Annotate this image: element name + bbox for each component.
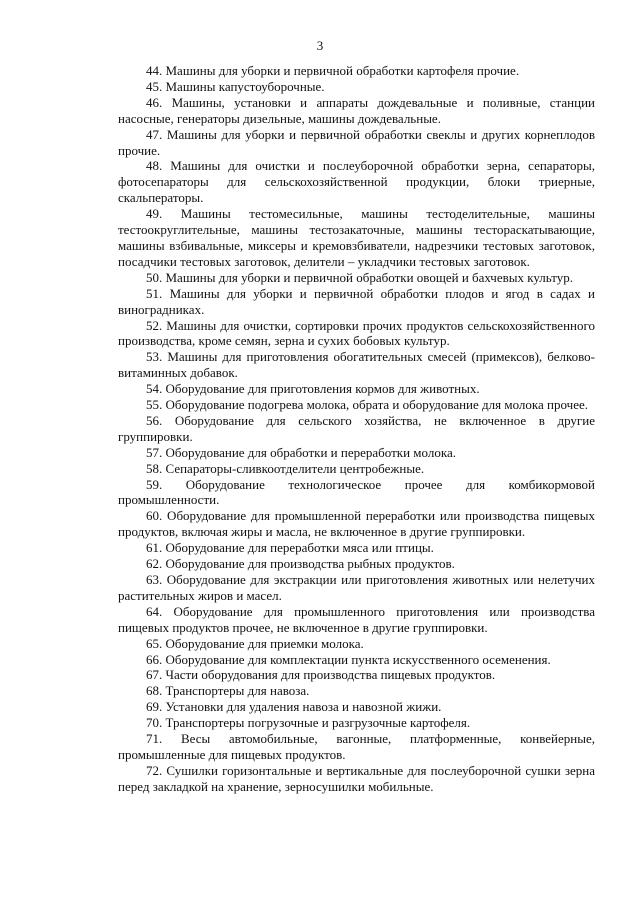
list-item: 66. Оборудование для комплектации пункта искусственного осеменения. <box>146 651 551 667</box>
list-item: 49. Машины тестомесильные, машины тестоделительные, машины тестоокруглительные, машины тестозакаточные, машины тестораскатывающие, машины взбивальные, миксеры и кремовзбиватели, надрезчики тестовых заготовок, посадчики тестовых заготовок, делители – укладчики тестовых заготовок. <box>118 206 595 269</box>
list-item: 46. Машины, установки и аппараты дождевальные и поливные, станции насосные, генераторы дизельные, машины дождевальные. <box>118 94 595 126</box>
list-item: 70. Транспортеры погрузочные и разгрузочные картофеля. <box>146 715 471 731</box>
list-item: 71. Весы автомобильные, вагонные, платформенные, конвейерные, промышленные для пищевых продуктов. <box>118 731 595 762</box>
list-item: 48. Машины для очистки и послеуборочной обработки зерна, сепараторы, фотосепараторы для сельскохозяйственной продукции, блоки триерные, скальператоры. <box>118 158 595 206</box>
list-item: 65. Оборудование для приемки молока. <box>146 635 364 651</box>
list-item: 62. Оборудование для производства рыбных продуктов. <box>146 556 455 572</box>
list-item: 58. Сепараторы-сливкоотделители центробежные. <box>146 460 425 476</box>
list-item: 61. Оборудование для переработки мяса или птицы. <box>146 540 434 556</box>
list-item: 67. Части оборудования для производства пищевых продуктов. <box>146 667 496 683</box>
page-number: 3 <box>316 38 324 53</box>
list-item: 52. Машины для очистки, сортировки прочих продуктов сельскохозяйственного производства, кроме семян, зерна и сухих бобовых культур. <box>118 317 595 349</box>
list-item: 57. Оборудование для обработки и переработки молока. <box>146 444 456 460</box>
list-item: 60. Оборудование для промышленной переработки или производства пищевых продуктов, включая жиры и масла, не включенное в другие группировки. <box>118 508 595 540</box>
list-item: 63. Оборудование для экстракции или приготовления животных или нелетучих растительных жиров и масел. <box>118 572 595 603</box>
list-item: 54. Оборудование для приготовления кормов для животных. <box>146 381 480 397</box>
list-item: 53. Машины для приготовления обогатительных смесей (примексов), белково-витаминных добавок. <box>118 349 595 381</box>
list-item: 45. Машины капустоуборочные. <box>146 78 325 94</box>
list-item: 69. Установки для удаления навоза и навозной жижи. <box>146 699 442 715</box>
list-item: 44. Машины для уборки и первичной обработки картофеля прочие. <box>146 63 520 78</box>
equipment-list <box>118 63 595 795</box>
list-item: 50. Машины для уборки и первичной обработки овощей и бахчевых культур. <box>146 269 573 285</box>
list-item: 72. Сушилки горизонтальные и вертикальные для послеуборочной сушки зерна перед закладкой на хранение, зерносушилки мобильные. <box>118 762 595 794</box>
list-item: 64. Оборудование для промышленного приготовления или производства пищевых продуктов прочее, не включенное в другие группировки. <box>118 603 595 635</box>
list-item: 59. Оборудование технологическое прочее для комбикормовой промышленности. <box>118 476 595 508</box>
list-item: 55. Оборудование подогрева молока, обрата и оборудование для молока прочее. <box>146 397 588 413</box>
list-item: 47. Машины для уборки и первичной обработки свеклы и других корнеплодов прочие. <box>118 126 595 158</box>
list-item: 51. Машины для уборки и первичной обработки плодов и ягод в садах и виноградниках. <box>118 285 595 317</box>
list-item: 68. Транспортеры для навоза. <box>146 683 310 699</box>
list-item: 56. Оборудование для сельского хозяйства, не включенное в другие группировки. <box>118 412 595 444</box>
